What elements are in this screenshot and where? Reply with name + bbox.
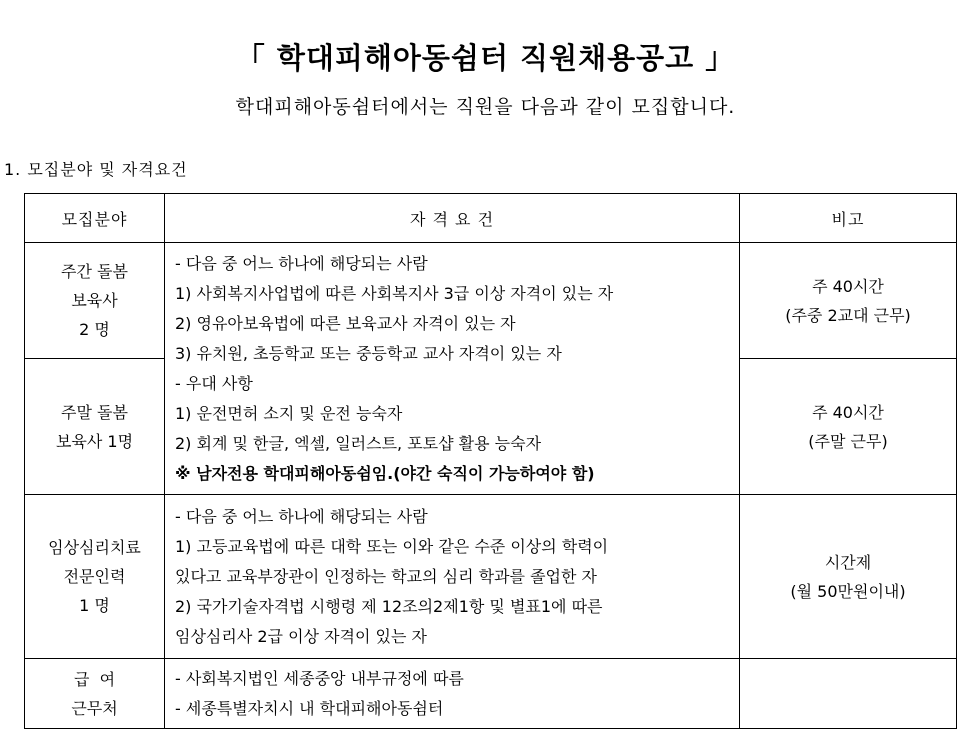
remark-line: (주말 근무) [808,431,888,451]
requirement-note: ※ 남자전용 학대피해아동쉼임.(야간 숙직이 가능하여야 함) [175,463,595,483]
requirement-line: 1) 고등교육법에 따른 대학 또는 이와 같은 수준 이상의 학력이 [175,536,609,556]
table-row-weekday-care [25,243,957,359]
requirement-line: 2) 영유아보육법에 따른 보육교사 자격이 있는 자 [175,313,516,333]
remarks-therapist [740,495,957,659]
requirement-line: - 다음 중 어느 하나에 해당되는 사람 [175,506,428,526]
table-row-therapist [25,495,957,659]
requirement-line: 1) 사회복지사업법에 따른 사회복지사 3급 이상 자격이 있는 자 [175,283,614,303]
notice-title: 「 학대피해아동쉼터 직원채용공고 」 [235,41,736,75]
field-line: 급 여 [73,669,116,689]
remark-line: (월 50만원이내) [790,581,906,601]
table-row-salary [25,659,957,729]
field-salary [25,659,165,729]
requirement-line: - 다음 중 어느 하나에 해당되는 사람 [175,253,428,273]
table-header-row [25,194,957,243]
remark-line: 주 40시간 [812,402,884,422]
requirements-therapist [165,495,740,659]
requirement-line: 있다고 교육부장관이 인정하는 학교의 심리 학과를 졸업한 자 [175,566,598,586]
requirement-line: - 사회복지법인 세종중앙 내부규정에 따름 [175,668,464,688]
section-heading: 1. 모집분야 및 자격요건 [4,160,188,179]
remark-line: 시간제 [824,552,872,572]
field-line: 1 명 [79,596,110,615]
header-field: 모집분야 [25,194,165,243]
remarks-salary [740,659,957,729]
field-line: 보육사 [71,291,118,310]
header-remarks: 비고 [740,194,957,243]
header-requirements: 자 격 요 건 [165,194,740,243]
requirement-line: - 우대 사항 [175,373,253,393]
field-line: 주말 돌봄 [61,402,128,422]
field-weekday-care [25,243,165,359]
remarks-weekend-care [740,359,957,495]
remark-line: 주 40시간 [812,276,884,296]
field-line: 주간 돌봄 [61,262,128,281]
field-line: 보육사 1명 [55,431,134,451]
remarks-weekday-care [740,243,957,359]
requirement-line: - 세종특별자치시 내 학대피해아동쉼터 [175,698,444,718]
field-line: 전문인력 [63,567,126,586]
notice-subtitle: 학대피해아동쉼터에서는 직원을 다음과 같이 모집합니다. [235,96,736,118]
requirements-salary [165,659,740,729]
requirement-line: 3) 유치원, 초등학교 또는 중등학교 교사 자격이 있는 자 [175,343,562,363]
requirement-line: 2) 회계 및 한글, 엑셀, 일러스트, 포토샵 활용 능숙자 [175,433,542,453]
requirements-care [165,243,740,495]
field-weekend-care [25,359,165,495]
field-line: 2 명 [79,320,110,339]
field-therapist [25,495,165,659]
requirement-line: 1) 운전면허 소지 및 운전 능숙자 [175,403,403,423]
field-line: 임상심리치료 [48,538,141,557]
remark-line: (주중 2교대 근무) [785,305,911,325]
field-line: 근무처 [71,698,118,718]
requirement-line: 2) 국가기술자격법 시행령 제 12조의2제1항 및 별표1에 따른 [175,596,603,616]
recruitment-table [24,193,957,729]
requirement-line: 임상심리사 2급 이상 자격이 있는 자 [175,626,427,646]
